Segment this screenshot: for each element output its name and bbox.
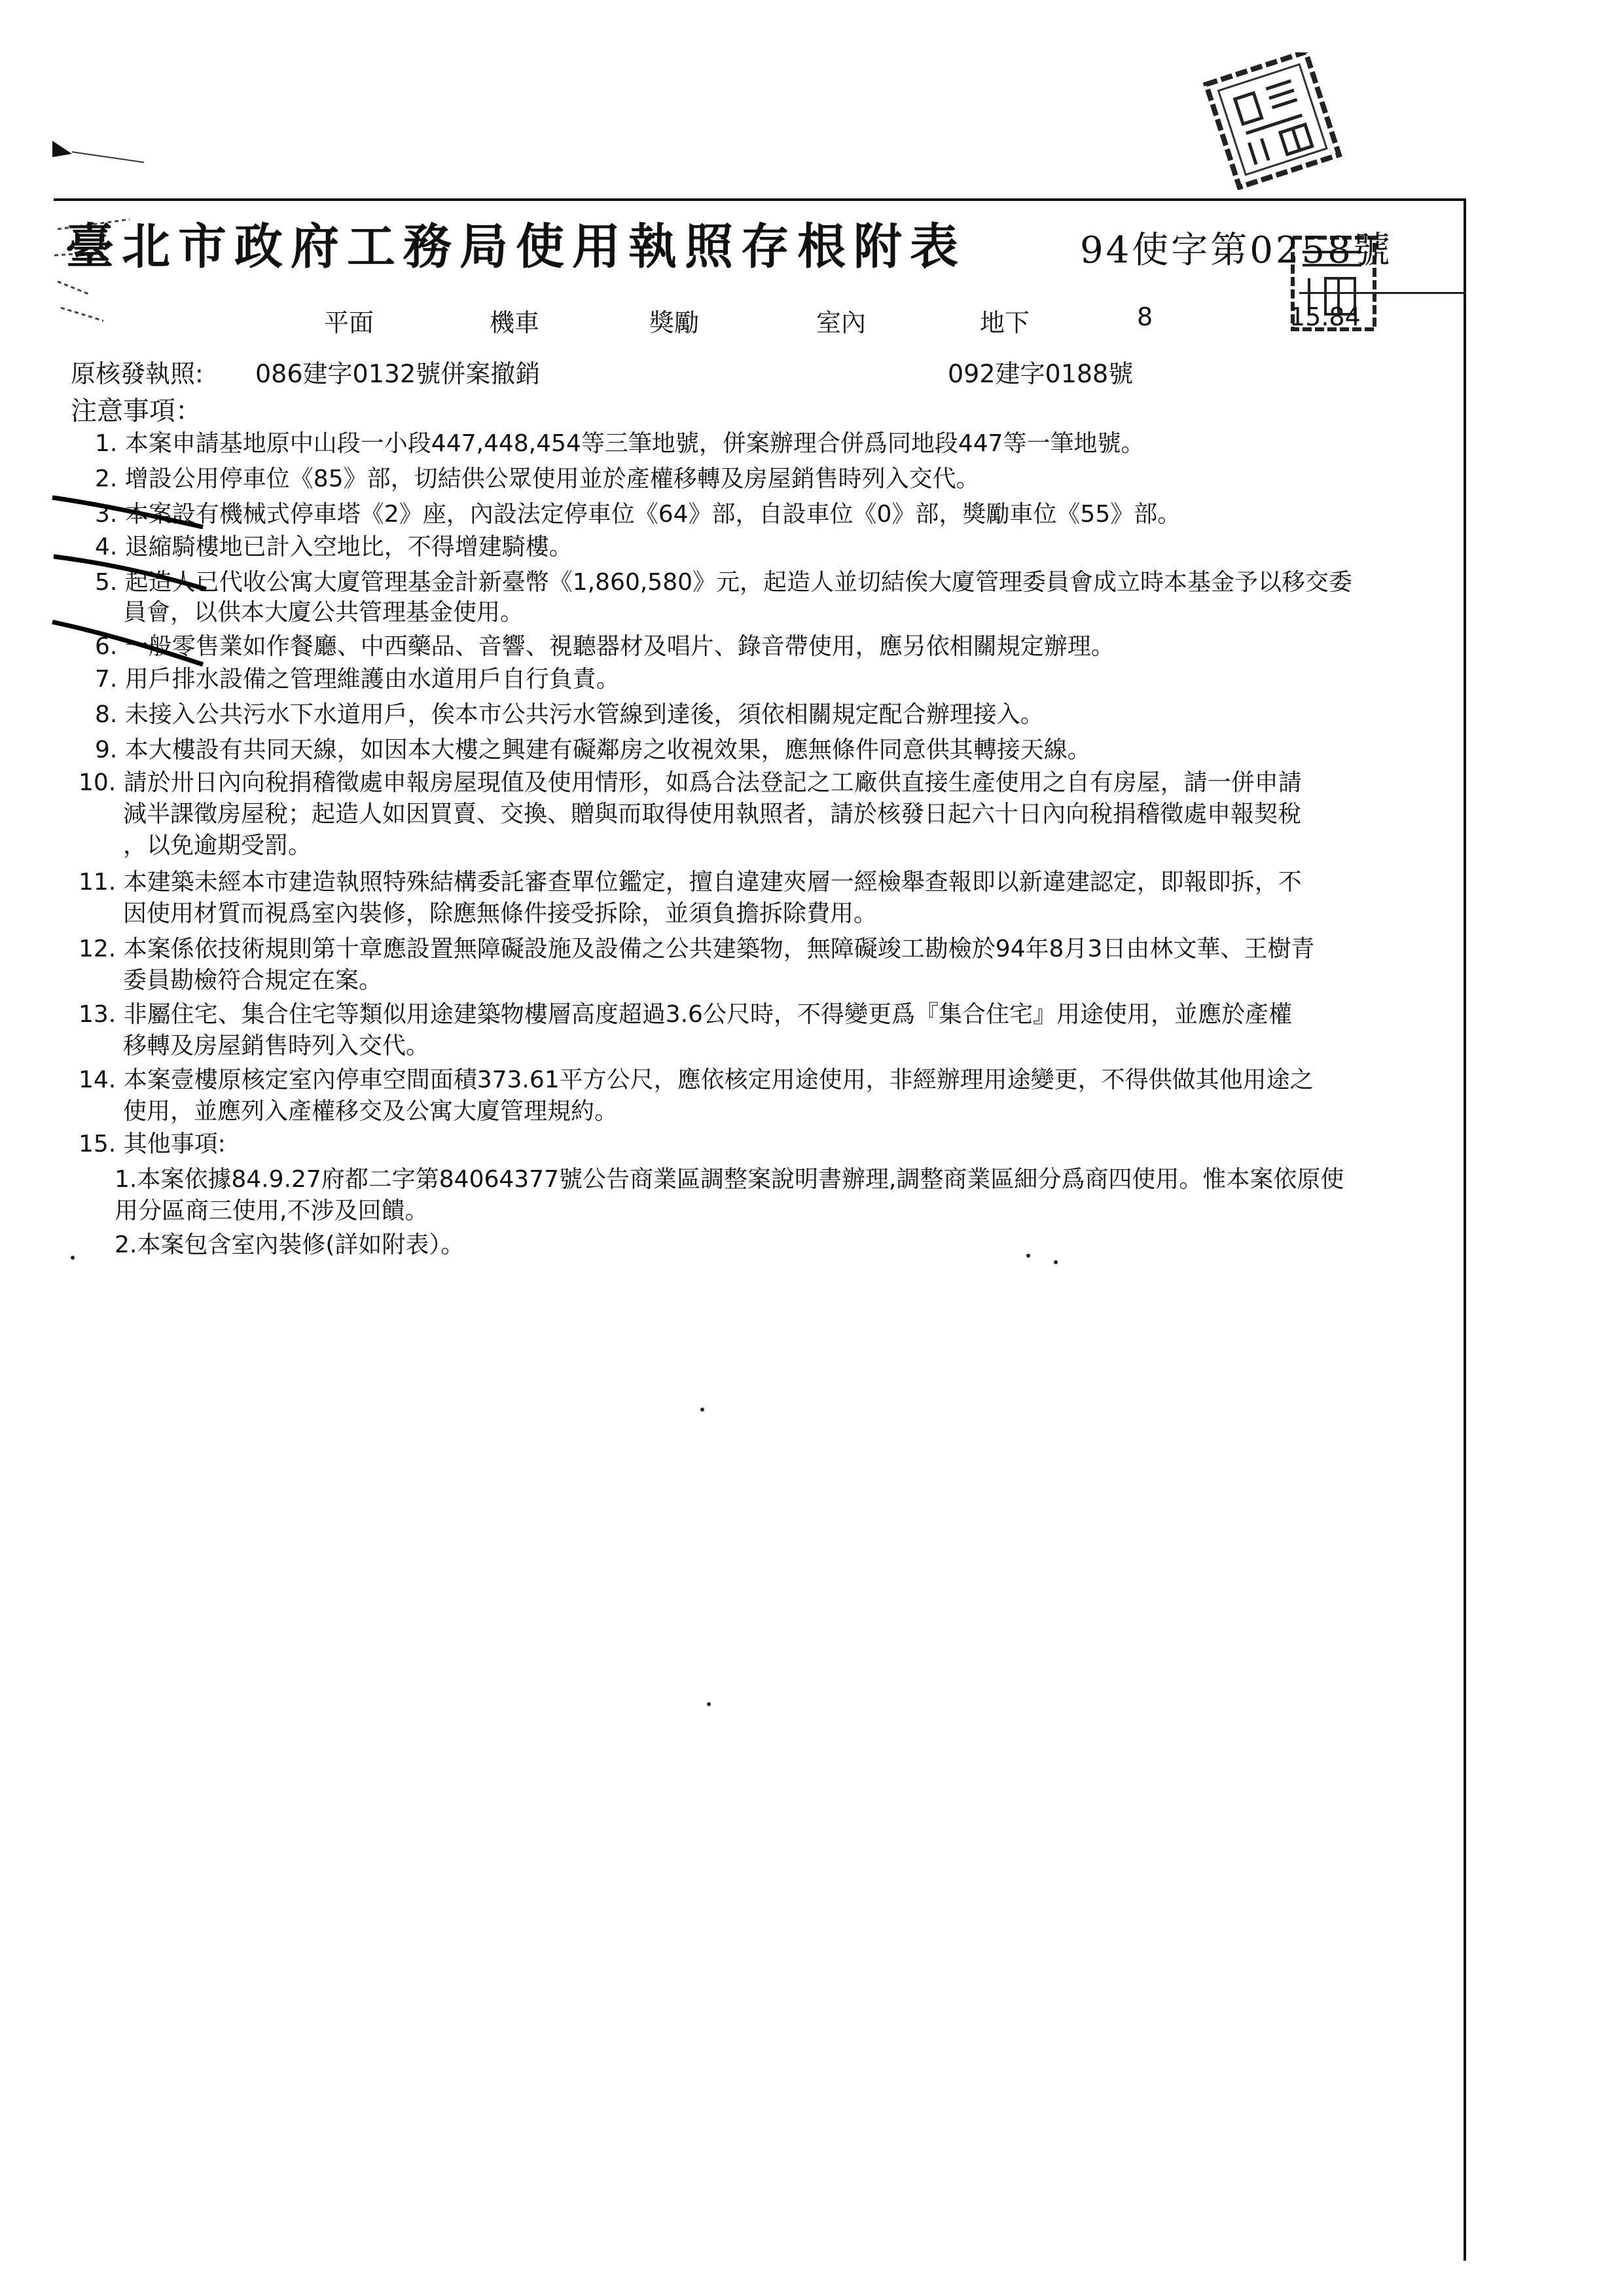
page-title: 臺北市政府工務局使用執照存根附表 [65, 219, 966, 275]
original-permit-value-2: 092建字0188號 [948, 359, 1134, 388]
note-line: 11. 本建築未經本市建造執照特殊結構委託審查單位鑑定，擅自違建夾層一經檢舉查報即以新違建認定，即報即拆，不 [79, 869, 1302, 896]
note-line: 5. 起造人已代收公寓大廈管理基金計新臺幣《1,860,580》元，起造人並切結俟大廈管理委員會成立時本基金予以移交委 [95, 569, 1353, 596]
note-line: 2. 增設公用停車位《85》部，切結供公眾使用並於產權移轉及房屋銷售時列入交代。 [95, 465, 980, 492]
column-indoor: 室內 [816, 308, 867, 337]
note-line: 減半課徵房屋稅；起造人如因買賣、交換、贈與而取得使用執照者，請於核發日起六十日內向稅捐稽徵處申報契稅 [123, 801, 1302, 828]
note-line: 15. 其他事項: [79, 1131, 226, 1157]
scan-speck [1026, 1254, 1030, 1258]
note-line: 8. 未接入公共污水下水道用戶，俟本市公共污水管線到達後，須依相關規定配合辦理接入。 [95, 701, 1044, 728]
column-incentive: 獎勵 [649, 308, 700, 337]
note-line: 委員勘檢符合規定在案。 [123, 967, 383, 994]
column-motorcycle: 機車 [490, 308, 540, 337]
note-line: ，以免逾期受罰。 [123, 832, 312, 859]
note-line: 4. 退縮騎樓地已計入空地比，不得增建騎樓。 [95, 534, 573, 560]
note-line: 用分區商三使用,不涉及回饋。 [115, 1197, 429, 1224]
permit-number: 94使字第0258號 [1080, 229, 1393, 272]
note-line: 7. 用戶排水設備之管理維護由水道用戶自行負責。 [95, 666, 620, 693]
note-line: 3. 本案設有機械式停車塔《2》座，內設法定停車位《64》部，自設車位《0》部，獎勵車位《55》部。 [95, 501, 1181, 528]
note-line: 9. 本大樓設有共同天線，如因本大樓之興建有礙鄰房之收視效果，應無條件同意供其轉接天線。 [95, 737, 1091, 763]
note-line: 6. 一般零售業如作餐廳、中西藥品、音響、視聽器材及唱片、錄音帶使用，應另依相關規定辦理。 [95, 633, 1115, 660]
frame-top-line [54, 198, 1466, 201]
scan-speck [1054, 1260, 1058, 1264]
note-line: 1.本案依據84.9.27府都二字第84064377號公告商業區調整案說明書辦理,調整商業區細分爲商四使用。惟本案依原使 [115, 1166, 1344, 1193]
column-plane: 平面 [324, 308, 374, 337]
scan-speck [707, 1702, 711, 1706]
note-line: 移轉及房屋銷售時列入交代。 [123, 1032, 430, 1059]
note-line: 14. 本案壹樓原核定室內停車空間面積373.61平方公尺，應依核定用途使用，非經辦理用途變更，不得供做其他用途之 [79, 1066, 1314, 1093]
notes-heading: 注意事項： [71, 396, 202, 426]
scan-speck [700, 1408, 704, 1412]
note-line: 2.本案包含室內裝修(詳如附表）。 [115, 1231, 465, 1258]
original-permit-label: 原核發執照: [71, 359, 204, 388]
note-line: 1. 本案申請基地原中山段一小段447,448,454等三筆地號，併案辦理合併爲同地段447等一筆地號。 [95, 430, 1145, 457]
note-line: 12. 本案係依技術規則第十章應設置無障礙設施及設備之公共建築物，無障礙竣工勘檢於94年8月3日由林文華、王樹青 [79, 936, 1315, 962]
column-basement: 地下 [980, 308, 1030, 337]
note-line: 13. 非屬住宅、集合住宅等類似用途建築物樓層高度超過3.6公尺時，不得變更爲『集合住宅』用途使用，並應於產權 [79, 1001, 1292, 1028]
scan-mark-arrow [46, 131, 151, 170]
note-line: 員會，以供本大廈公共管理基金使用。 [123, 599, 524, 626]
original-permit-value-1: 086建字0132號併案撤銷 [255, 359, 541, 388]
frame-right-line [1464, 198, 1466, 2261]
scan-speck [71, 1256, 75, 1260]
note-line: 10. 請於卅日內向稅捐稽徵處申報房屋現值及使用情形，如爲合法登記之工廠供直接生產使用之自有房屋，請一併申請 [79, 769, 1302, 796]
official-seal-stamp [1191, 52, 1355, 190]
column-value-height: 15.84 [1289, 302, 1361, 331]
note-line: 因使用材質而視爲室內裝修，除應無條件接受拆除，並須負擔拆除費用。 [123, 900, 878, 927]
column-value-floors: 8 [1137, 302, 1153, 331]
pen-stroke-marks [46, 491, 216, 681]
note-line: 使用，並應列入產權移交及公寓大廈管理規約。 [123, 1098, 619, 1125]
